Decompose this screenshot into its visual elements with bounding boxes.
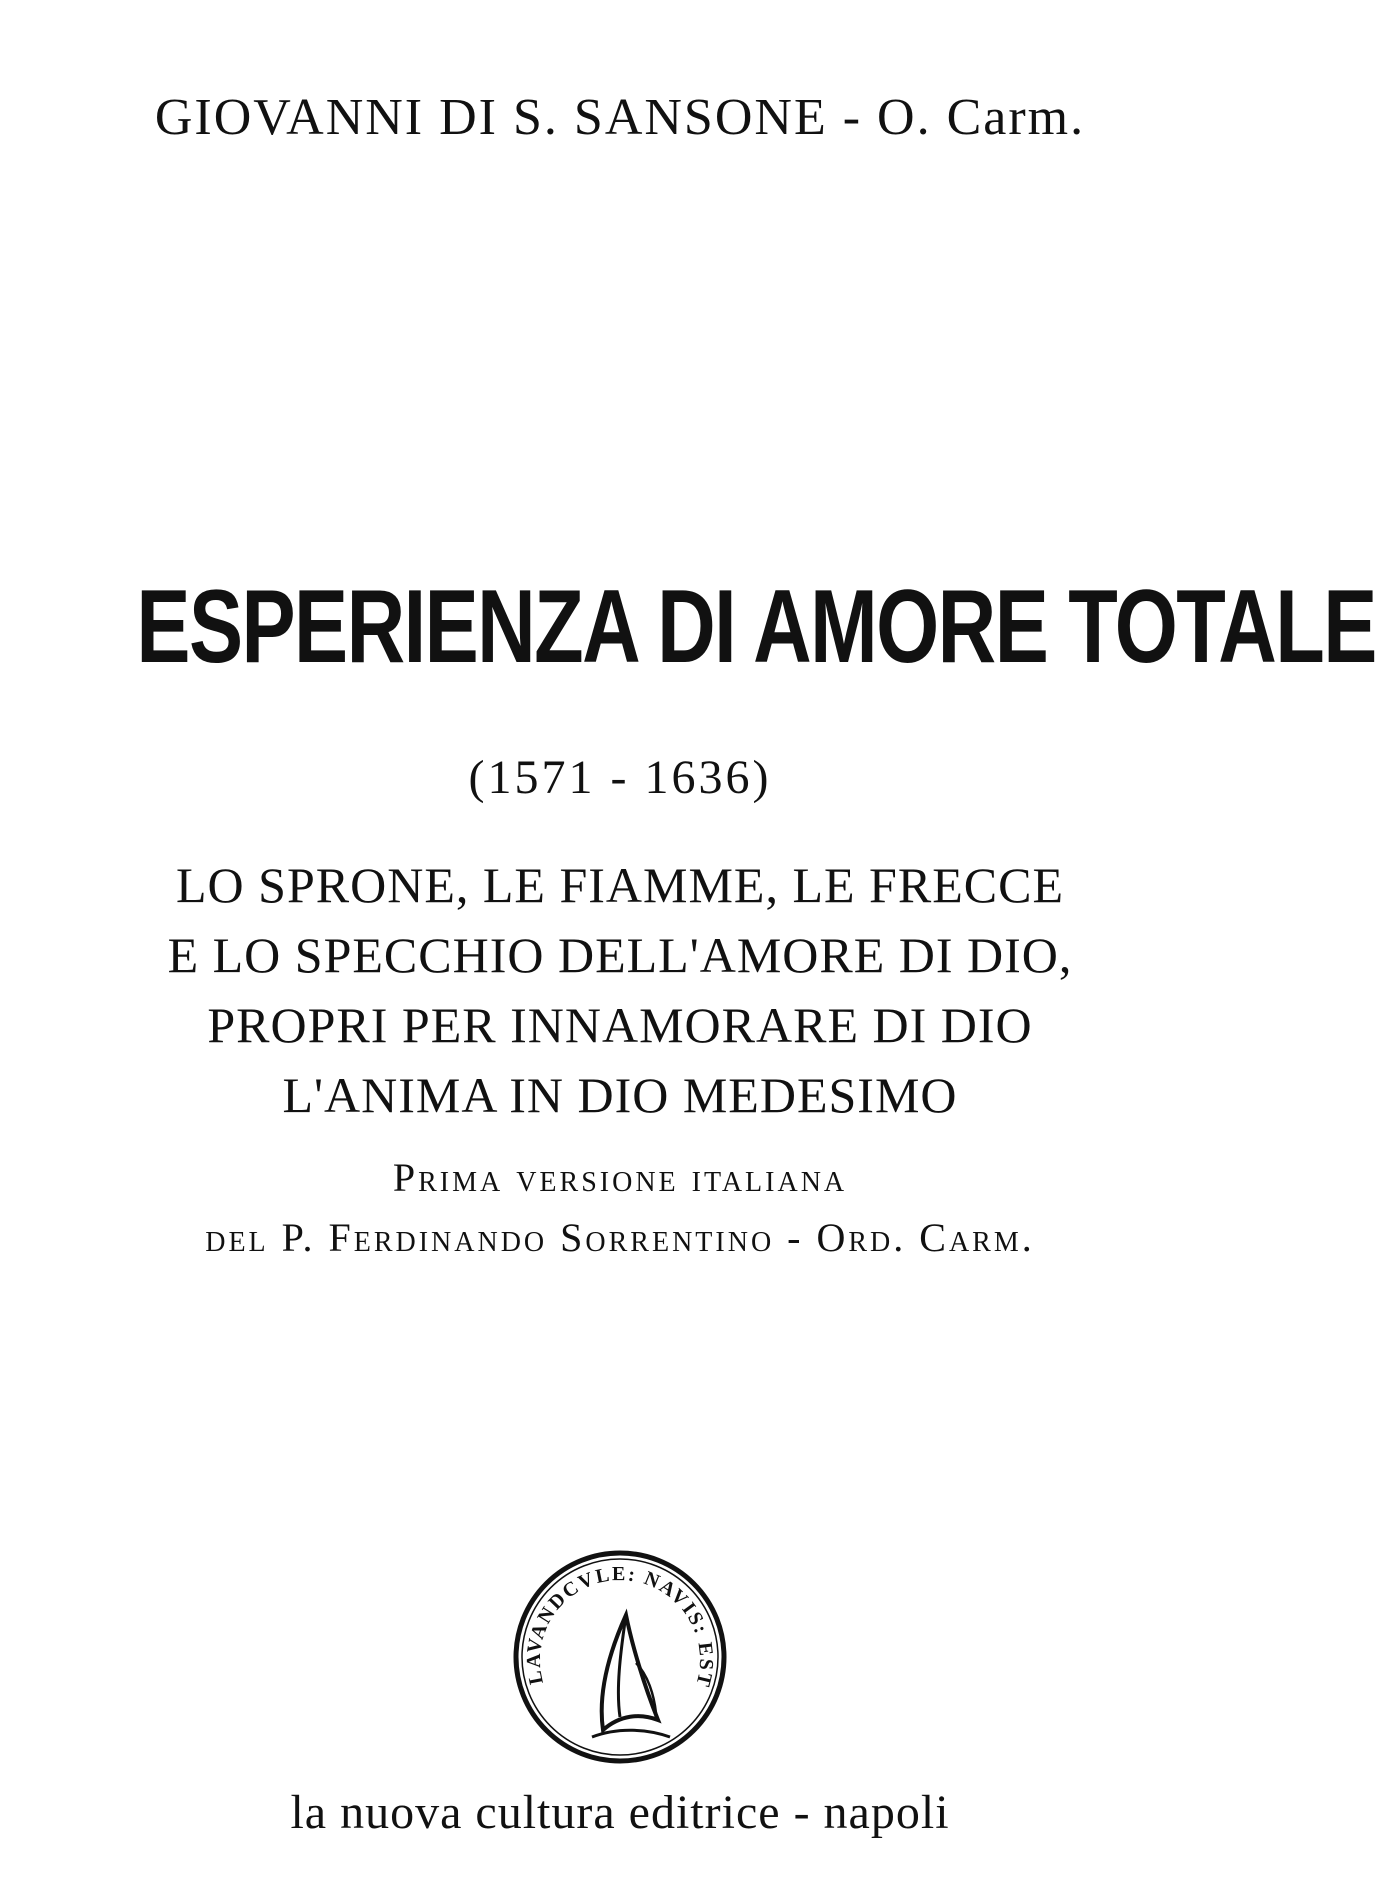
version-line-1: Prima versione italiana <box>392 1155 848 1200</box>
publisher-seal-icon <box>508 1545 732 1769</box>
publisher-line: la nuova cultura editrice - napoli <box>290 1786 950 1839</box>
subtitle-line-1: LO SPRONE, LE FIAMME, LE FRECCE <box>175 857 1064 913</box>
subtitle-line-3: PROPRI PER INNAMORARE DI DIO <box>207 997 1033 1053</box>
subtitle-block <box>0 850 1240 1130</box>
subtitle-line-4: L'ANIMA IN DIO MEDESIMO <box>282 1067 958 1123</box>
author-line: GIOVANNI DI S. SANSONE - O. Carm. <box>154 89 1086 146</box>
subtitle-line-2: E LO SPECCHIO DELL'AMORE DI DIO, <box>167 927 1073 983</box>
translation-credit <box>0 1148 1240 1268</box>
book-title: ESPERIENZA DI AMORE TOTALE <box>136 569 1376 685</box>
svg-text:LAVANDCVLE: NAVIS: EST: LAVANDCVLE: NAVIS: EST <box>522 1563 718 1691</box>
author-dates: (1571 - 1636) <box>468 751 772 804</box>
version-line-2: del P. Ferdinando Sorrentino - Ord. Carm. <box>205 1215 1035 1260</box>
